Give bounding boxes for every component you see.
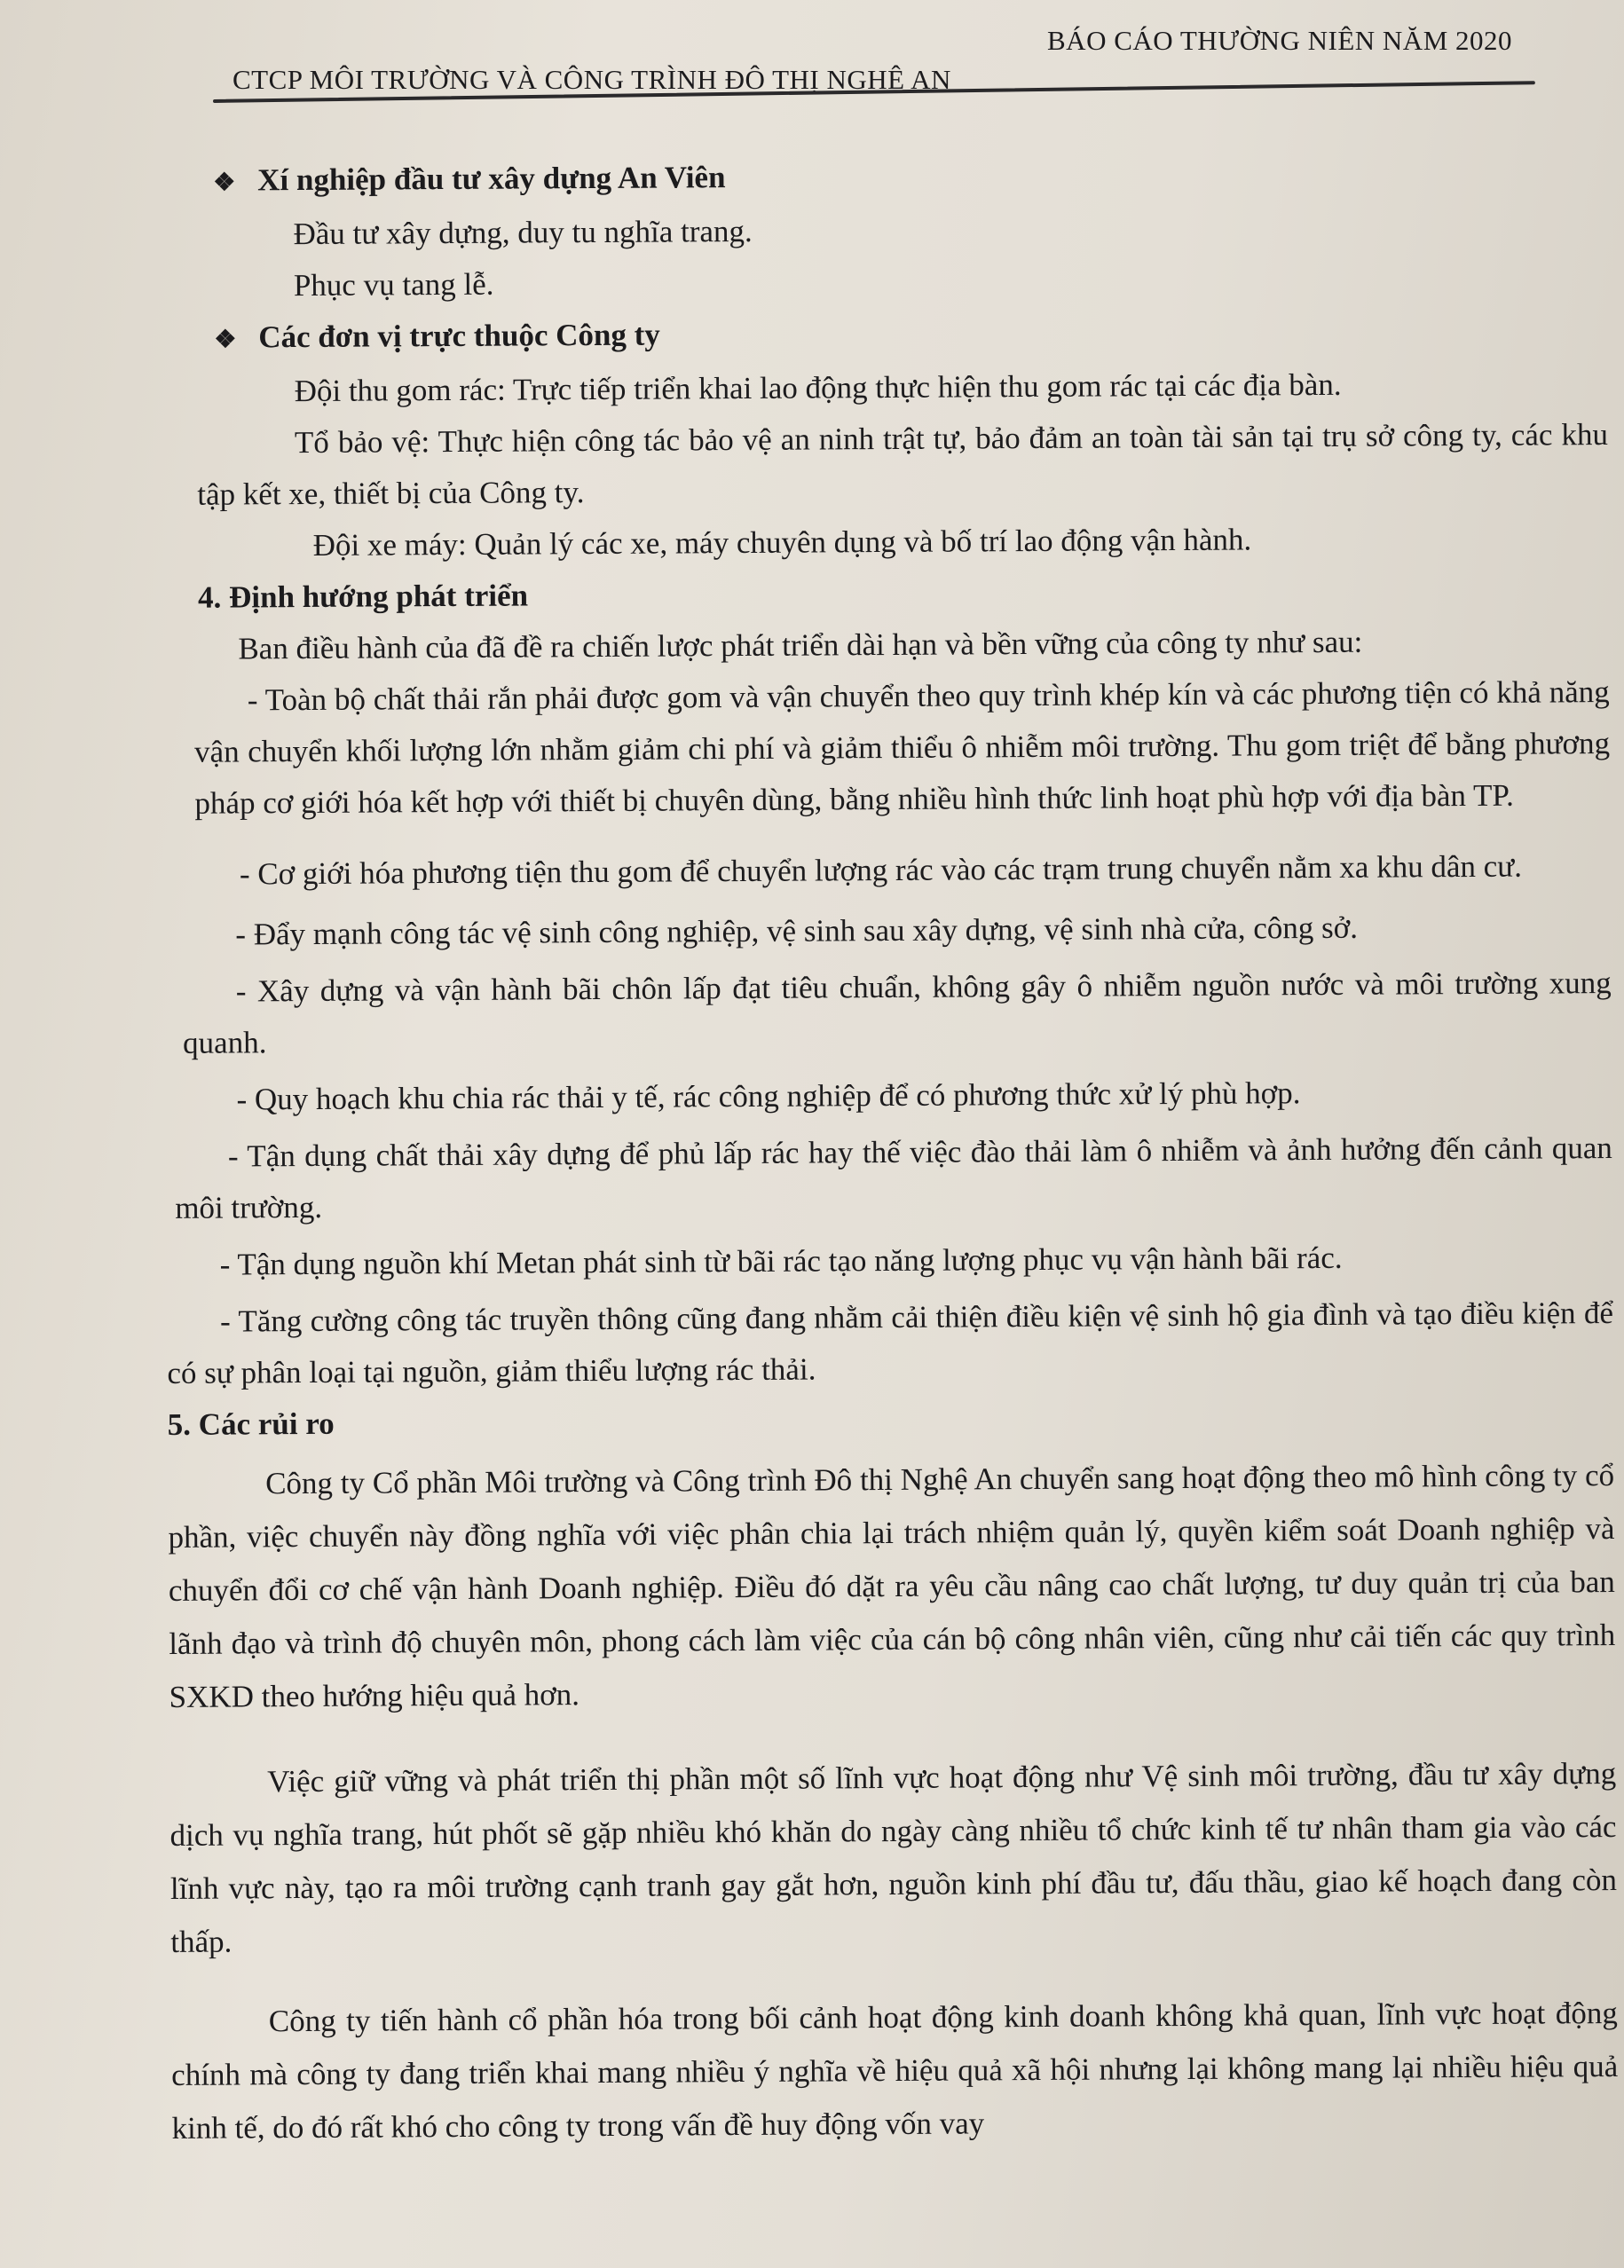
unit-vehicle-team: Đội xe máy: Quản lý các xe, máy chuyên dụng và bố trí lao động vận hành.	[312, 522, 1252, 563]
header-report-title: BÁO CÁO THƯỜNG NIÊN NĂM 2020	[1047, 25, 1513, 56]
direction-item-4: - Xây dựng và vận hành bãi chôn lấp đạt tiêu chuẩn, không gây ô nhiễm nguồn nước và môi trường xung quanh.	[182, 965, 1612, 1060]
section-4-intro: Ban điều hành của đã đề ra chiến lược phát triển dài hạn và bền vững của công ty như sau:	[238, 624, 1363, 666]
direction-item-7: - Tận dụng nguồn khí Metan phát sinh từ bãi rác tạo năng lượng phục vụ vận hành bãi rác.	[219, 1240, 1343, 1282]
unit-collection-team: Đội thu gom rác: Trực tiếp triển khai lao động thực hiện thu gom rác tại các địa bàn.	[294, 366, 1342, 409]
direction-item-1: - Toàn bộ chất thải rắn phải được gom và vận chuyển theo quy trình khép kín và các phương tiện có khả năng vận chuyển khối lượng lớn nhằm giảm chi phí và giảm thiểu ô nhiễm môi trường. Thu gom triệt để bằng phương pháp cơ giới hóa kết hợp với thiết bị chuyên dùng, bằng nhiều hình thức linh hoạt phù hợp với địa bàn TP.	[193, 674, 1611, 821]
risk-paragraph-1: Công ty Cổ phần Môi trường và Công trình Đô thị Nghệ An chuyển sang hoạt động theo mô hình công ty cổ phần, việc chuyển này đồng nghĩa với việc phân chia lại trách nhiệm quản lý, quyền kiểm soát Doanh nghiệp và chuyển đổi cơ chế vận hành Doanh nghiệp. Điều đó dặt ra yêu cầu nâng cao chất lượng, tư duy quản trị của ban lãnh đạo và trình độ chuyên môn, phong cách làm việc của cán bộ công nhân viên, cũng như cải tiến các quy trình SXKD theo hướng hiệu quả hơn.	[168, 1458, 1616, 1714]
direction-item-2: - Cơ giới hóa phương tiện thu gom để chuyển lượng rác vào các trạm trung chuyển nằm xa khu dân cư.	[239, 848, 1523, 892]
header-company-name: CTCP MÔI TRƯỜNG VÀ CÔNG TRÌNH ĐÔ THỊ NGHỆ AN	[233, 64, 951, 95]
risk-paragraph-3: Công ty tiến hành cổ phần hóa trong bối cảnh hoạt động kinh doanh không khả quan, lĩnh vực hoạt động chính mà công ty đang triển khai mang nhiều ý nghĩa về hiệu quả xã hội nhưng lại không mang lại nhiều hiệu quả kinh tế, do đó rất khó cho công ty trong vấn đề huy động vốn vay	[171, 1996, 1619, 2146]
direction-item-3: - Đẩy mạnh công tác vệ sinh công nghiệp, vệ sinh sau xây dựng, vệ sinh nhà cửa, công sở.	[235, 910, 1359, 952]
unit-security-team: Tổ bảo vệ: Thực hiện công tác bảo vệ an ninh trật tự, bảo đảm an toàn tài sản tại trụ sở công ty, các khu tập kết xe, thiết bị của Công ty.	[197, 417, 1609, 512]
risk-paragraph-2: Việc giữ vững và phát triển thị phần một số lĩnh vực hoạt động như Vệ sinh môi trường, đầu tư xây dựng dịch vụ nghĩa trang, hút phốt sẽ gặp nhiều khó khăn do ngày càng nhiều tổ chức kinh tế tư nhân tham gia vào các lĩnh vực này, tạo ra môi trường cạnh tranh gay gắt hơn, nguồn kinh phí đầu tư, đấu thầu, giao kế hoạch đang còn thấp.	[169, 1756, 1618, 1959]
diamond-bullet-icon: ❖	[214, 326, 237, 354]
direction-item-8: - Tăng cường công tác truyền thông cũng đang nhằm cải thiện điều kiện vệ sinh hộ gia đình và tạo điều kiện để có sự phân loại tại nguồn, giảm thiểu lượng rác thải.	[167, 1295, 1614, 1390]
document-body	[160, 146, 1619, 2155]
diamond-bullet-icon: ❖	[213, 169, 236, 197]
anvien-line-1: Đầu tư xây dựng, duy tu nghĩa trang.	[293, 213, 753, 252]
direction-item-6: - Tận dụng chất thải xây dựng để phủ lấp rác hay thế việc đào thải làm ô nhiễm và ảnh hưởng đến cảnh quan môi trường.	[175, 1130, 1612, 1225]
anvien-heading: ❖ Xí nghiệp đầu tư xây dựng An Viên	[160, 146, 1606, 209]
direction-item-5: - Quy hoạch khu chia rác thải y tế, rác công nghiệp để có phương thức xử lý phù hợp.	[236, 1075, 1301, 1117]
section-4-heading: 4. Định hướng phát triển	[197, 578, 529, 615]
anvien-line-2: Phục vụ tang lễ.	[293, 266, 494, 303]
units-heading: ❖ Các đơn vị trực thuộc Công ty	[161, 303, 1607, 366]
section-5-heading: 5. Các rủi ro	[167, 1406, 335, 1442]
